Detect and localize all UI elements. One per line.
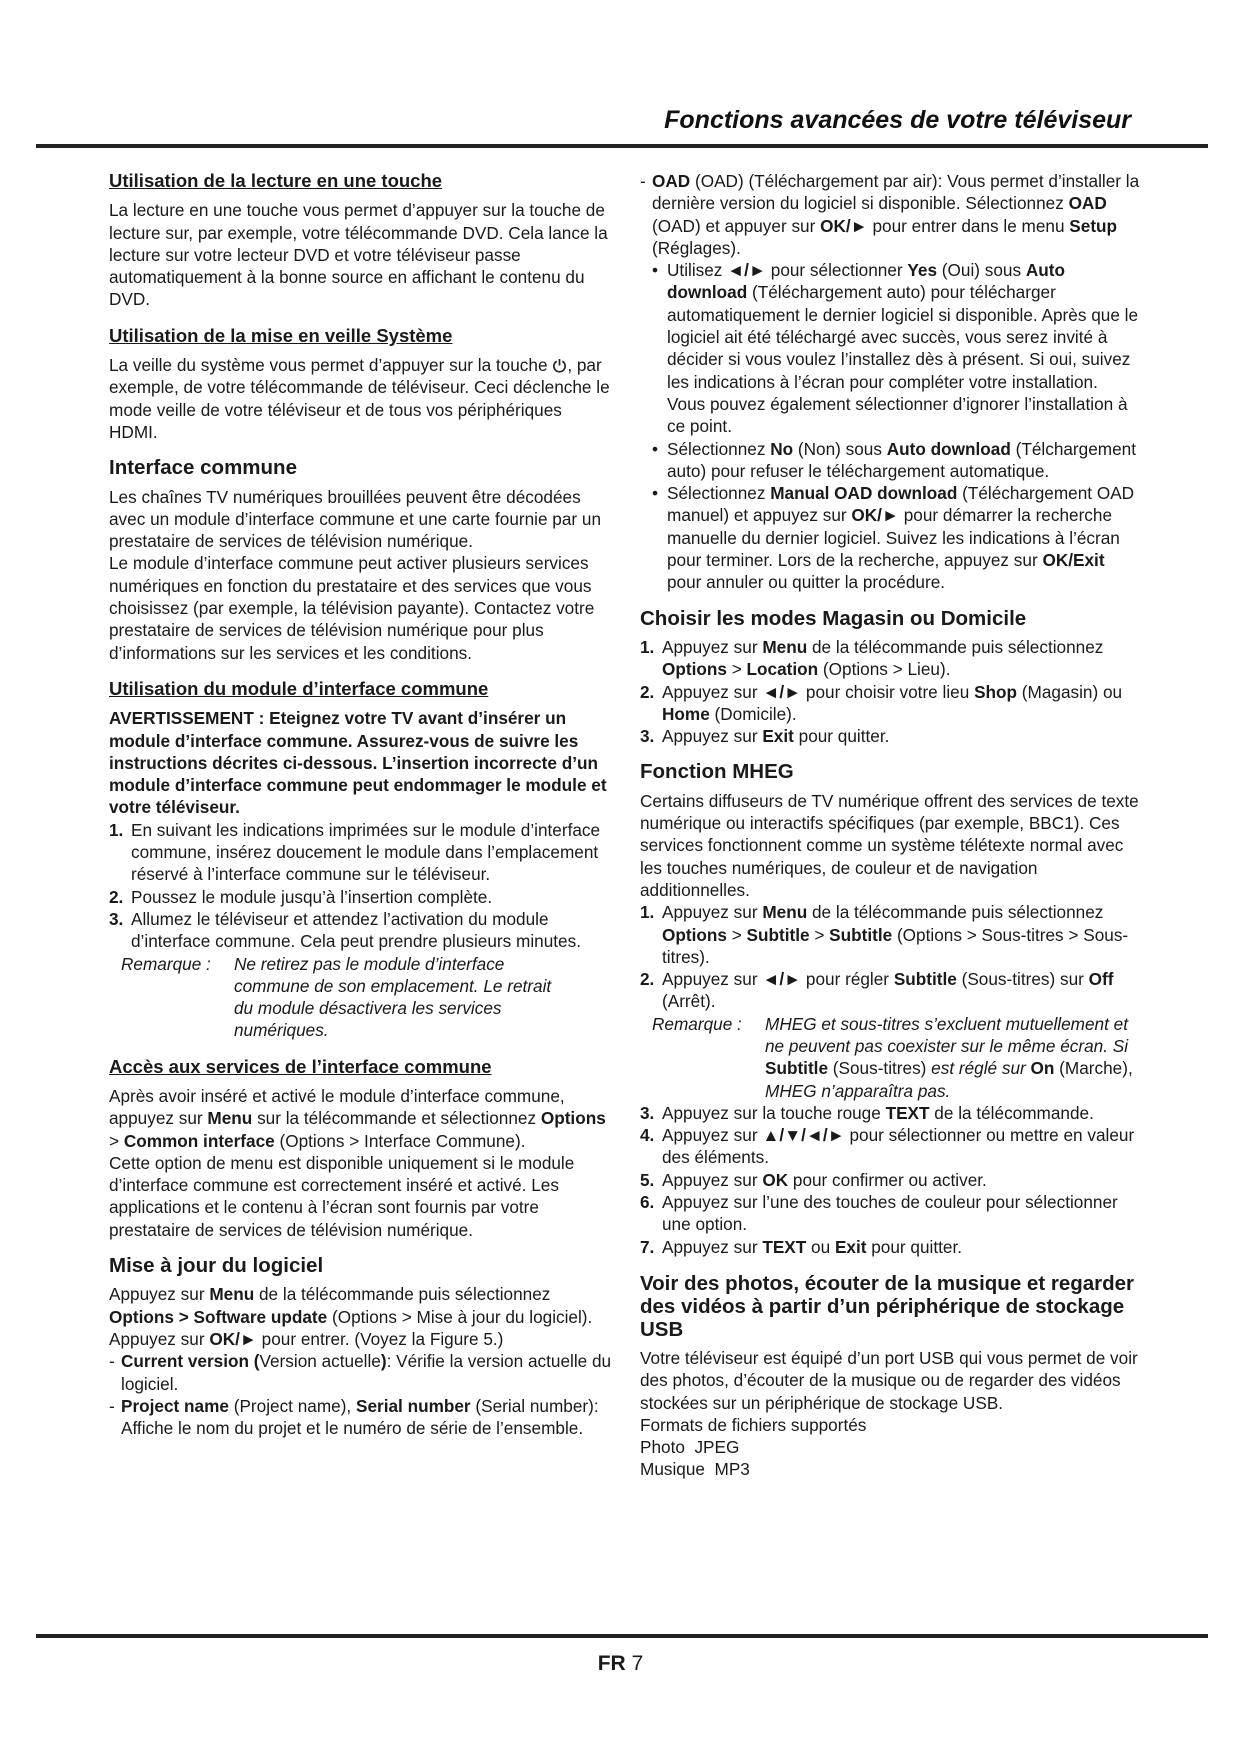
list-item: 2. Appuyez sur ◄/► pour choisir votre lieu Shop (Magasin) ou Home (Domicile).: [640, 681, 1123, 724]
paragraph: La veille du système vous permet d’appuyer sur la touche , par exemple, de votre télécommande de téléviseur. Ceci déclenche le mode veille de votre téléviseur et de tous vos périphériques HDMI.: [109, 355, 610, 442]
section-oad: [640, 170, 1140, 594]
page-footer: [0, 1652, 1241, 1676]
list-item: 2. Appuyez sur ◄/► pour régler Subtitle (Sous-titres) sur Off (Arrêt).: [640, 969, 1114, 1012]
paragraph: Appuyez sur Menu de la télécommande puis sélectionnez Options > Software update (Options > Mise à jour du logiciel). Appuyez sur OK/► pour entrer. (Voyez la Figure 5.): [109, 1284, 593, 1349]
section-heading: Mise à jour du logiciel: [109, 1254, 324, 1278]
page-number: 7: [631, 1652, 644, 1675]
paragraph: Formats de fichiers supportés: [640, 1414, 867, 1435]
section-common-interface: [109, 457, 614, 664]
section-mheg: [640, 761, 1140, 1258]
page-header-title: Fonctions avancées de votre téléviseur: [664, 106, 1131, 134]
section-one-touch-play: [109, 170, 614, 311]
steps-list: [640, 1102, 1140, 1258]
bottom-rule: [36, 1634, 1208, 1638]
paragraph: Les chaînes TV numériques brouillées peuvent être décodées avec un module d’interface commune et une carte fournie par un prestataire de services de télévision numérique.: [109, 486, 602, 552]
section-heading: Accès aux services de l’interface commune: [109, 1055, 492, 1077]
paragraph: Après avoir inséré et activé le module d’interface commune, appuyez sur Menu sur la télécommande et sélectionnez Options > Common interface (Options > Interface Commune).: [109, 1085, 606, 1151]
paragraph: Certains diffuseurs de TV numérique offrent des services de texte numérique ou interactifs spécifiques (par exemple, BBC1). Ces services fonctionnent comme un système télétexte normal avec les touches numériques, de couleur et de navigation additionnelles.: [640, 790, 1139, 900]
section-ci-module-usage: [109, 678, 614, 1042]
top-rule: [36, 144, 1208, 148]
steps-list: [640, 901, 1140, 1012]
note-text: MHEG et sous-titres s’excluent mutuellement et ne peuvent pas coexister sur le même écran. Si Subtitle (Sous-titres) est réglé sur On (Marche), MHEG n’apparaîtra pas.: [765, 1013, 1133, 1101]
list-item: - Current version (Version actuelle): Vérifie la version actuelle du logiciel.: [109, 1350, 614, 1395]
power-icon: [548, 355, 568, 375]
list-item: 6. Appuyez sur l’une des touches de couleur pour sélectionner une option.: [640, 1192, 1118, 1235]
right-column: [640, 170, 1140, 1495]
language-code: FR: [597, 1652, 626, 1675]
section-heading: Choisir les modes Magasin ou Domicile: [640, 606, 1027, 630]
list-item: 2. Poussez le module jusqu’à l’insertion complète.: [109, 886, 493, 907]
note-label: Remarque :: [652, 1013, 742, 1034]
paragraph: La lecture en une touche vous permet d’appuyer sur la touche de lecture sur, par exemple, votre télécommande DVD. Cela lance la lecture sur votre lecteur DVD et votre téléviseur passe automatiquement à la bonne source en affichant le contenu du DVD.: [109, 200, 608, 310]
list-item: 3. Appuyez sur la touche rouge TEXT de la télécommande.: [640, 1102, 1094, 1123]
section-software-update: [109, 1255, 614, 1439]
paragraph: Le module d’interface commune peut activer plusieurs services numériques en fonction du prestataire et des services que vous choisissez (par exemple, la télévision payante). Contactez votre prestataire de services de télévision numérique pour plus d’informations sur les services et les conditions.: [109, 553, 595, 663]
list-item: • Utilisez ◄/► pour sélectionner Yes (Oui) sous Auto download (Téléchargement auto) pour télécharger automatiquement le dernier logiciel si disponible. Après que le logiciel ait été téléchargé avec succès, vous serez invité à décider si vous voulez l’installez dès à présent. Si oui, suivez les indications à l’écran pour compléter votre installation. Vous pouvez également sélectionner d’ignorer l’installation à ce point.: [640, 259, 1140, 437]
section-heading: Voir des photos, écouter de la musique et regarder des vidéos à partir d’un périphérique de stockage USB: [640, 1271, 1135, 1341]
steps-list: [640, 636, 1140, 747]
list-item: 4. Appuyez sur ▲/▼/◄/► pour sélectionner ou mettre en valeur des éléments.: [640, 1125, 1135, 1168]
warning-text: AVERTISSEMENT : Eteignez votre TV avant d’insérer un module d’interface commune. Assurez-vous de suivre les instructions décrites ci-dessous. L’insertion incorrecte d’un module d’interface commune peut endommager le module et votre téléviseur.: [109, 708, 607, 818]
section-usb-media: [640, 1272, 1140, 1481]
paragraph: Musique MP3: [640, 1459, 750, 1480]
list-item: - Project name (Project name), Serial number (Serial number): Affiche le nom du projet et le numéro de série de l’ensemble.: [109, 1395, 614, 1440]
note: [652, 1013, 1140, 1102]
list-item: 5. Appuyez sur OK pour confirmer ou activer.: [640, 1169, 987, 1190]
section-heading: Utilisation de la lecture en une touche: [109, 170, 443, 191]
section-heading: Fonction MHEG: [640, 760, 794, 784]
section-heading: Utilisation du module d’interface commune: [109, 677, 489, 699]
section-ci-services-access: [109, 1056, 614, 1241]
list-item: 1. Appuyez sur Menu de la télécommande puis sélectionnez Options > Subtitle > Subtitle (Options > Sous-titres > Sous-titres).: [640, 902, 1129, 967]
list-item: • Sélectionnez Manual OAD download (Téléchargement OAD manuel) et appuyez sur OK/► pour démarrer la recherche manuelle du dernier logiciel. Suivez les indications à l’écran pour terminer. Lors de la recherche, appuyez sur OK/Exit pour annuler ou quitter la procédure.: [640, 482, 1140, 593]
paragraph: Votre téléviseur est équipé d’un port USB qui vous permet de voir des photos, d’écouter de la musique ou de regarder des vidéos stockées sur un périphérique de stockage USB.: [640, 1347, 1138, 1413]
list-item: 7. Appuyez sur TEXT ou Exit pour quitter.: [640, 1236, 963, 1257]
list-item: 1. En suivant les indications imprimées sur le module d’interface commune, insérez doucement le module dans l’emplacement réservé à l’interface commune sur le téléviseur.: [109, 819, 601, 885]
section-heading: Interface commune: [109, 456, 297, 480]
note-text: Ne retirez pas le module d’interface commune de son emplacement. Le retrait du module désactivera les services numériques.: [234, 953, 552, 1041]
left-column: [109, 170, 614, 1453]
section-store-home-mode: [640, 608, 1140, 748]
list-item: 3. Allumez le téléviseur et attendez l’activation du module d’interface commune. Cela peut prendre plusieurs minutes.: [109, 908, 581, 952]
note: [121, 953, 614, 1042]
list-item: 1. Appuyez sur Menu de la télécommande puis sélectionnez Options > Location (Options > Lieu).: [640, 636, 1104, 680]
list-item: 3. Appuyez sur Exit pour quitter.: [640, 726, 890, 747]
note-label: Remarque :: [121, 953, 211, 974]
section-system-standby: [109, 325, 614, 443]
paragraph: Cette option de menu est disponible uniquement si le module d’interface commune est correctement inséré et activé. Les applications et le contenu à l’écran sont fournis par votre prestataire de services de télévision numérique.: [109, 1152, 575, 1240]
steps-list: [109, 819, 614, 953]
list-item: • Sélectionnez No (Non) sous Auto download (Télchargement auto) pour refuser le téléchargement automatique.: [640, 438, 1140, 483]
list-item: - OAD (OAD) (Téléchargement par air): Vous permet d’installer la dernière version du logiciel si disponible. Sélectionnez OAD (OAD) et appuyer sur OK/► pour entrer dans le menu Setup (Réglages).: [640, 170, 1140, 259]
section-heading: Utilisation de la mise en veille Système: [109, 324, 453, 346]
paragraph: Photo JPEG: [640, 1437, 740, 1458]
